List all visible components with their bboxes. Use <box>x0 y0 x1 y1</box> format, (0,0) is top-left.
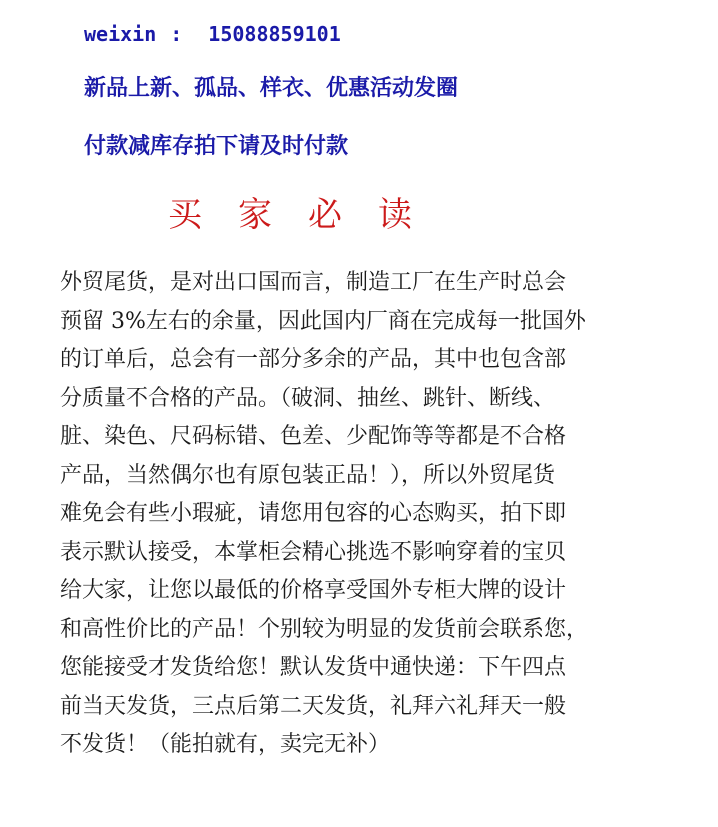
body-line: 脏、染色、尺码标错、色差、少配饰等等都是不合格 <box>60 424 567 449</box>
body-line: 的订单后，总会有一部分多余的产品，其中也包含部 <box>60 347 567 372</box>
body-line: 给大家，让您以最低的价格享受国外专柜大牌的设计 <box>60 578 567 603</box>
wechat-number: 15088859101 <box>208 22 341 46</box>
notice-payment: 付款减库存拍下请及时付款 <box>84 133 349 159</box>
body-line: 产品，当然偶尔也有原包装正品！），所以外贸尾货 <box>60 462 556 488</box>
body-line: 不发货！（能拍就有，卖完无补） <box>60 732 391 757</box>
body-line: 前当天发货，三点后第二天发货，礼拜六礼拜天一般 <box>60 693 567 719</box>
wechat-contact <box>84 18 341 50</box>
notice-new-arrivals: 新品上新、孤品、样衣、优惠活动发圈 <box>84 75 459 101</box>
body-line: 和高性价比的产品！个别较为明显的发货前会联系您， <box>60 616 589 642</box>
wechat-separator: : <box>170 22 183 46</box>
buyer-notice-body <box>60 264 620 765</box>
body-line: 预留 3%左右的余量，因此国内厂商在完成每一批国外 <box>60 308 586 334</box>
body-line: 难免会有些小瑕疵，请您用包容的心态购买，拍下即 <box>60 501 567 526</box>
body-line: 分质量不合格的产品。（破洞、抽丝、跳针、断线、 <box>60 385 556 411</box>
buyer-must-read-heading: 买家必读 <box>168 195 448 235</box>
wechat-label: weixin <box>84 22 157 46</box>
body-line: 外贸尾货，是对出口国而言，制造工厂在生产时总会 <box>60 270 567 295</box>
body-line: 您能接受才发货给您！默认发货中通快递：下午四点 <box>60 655 567 680</box>
body-line: 表示默认接受，本掌柜会精心挑选不影响穿着的宝贝 <box>60 539 567 565</box>
